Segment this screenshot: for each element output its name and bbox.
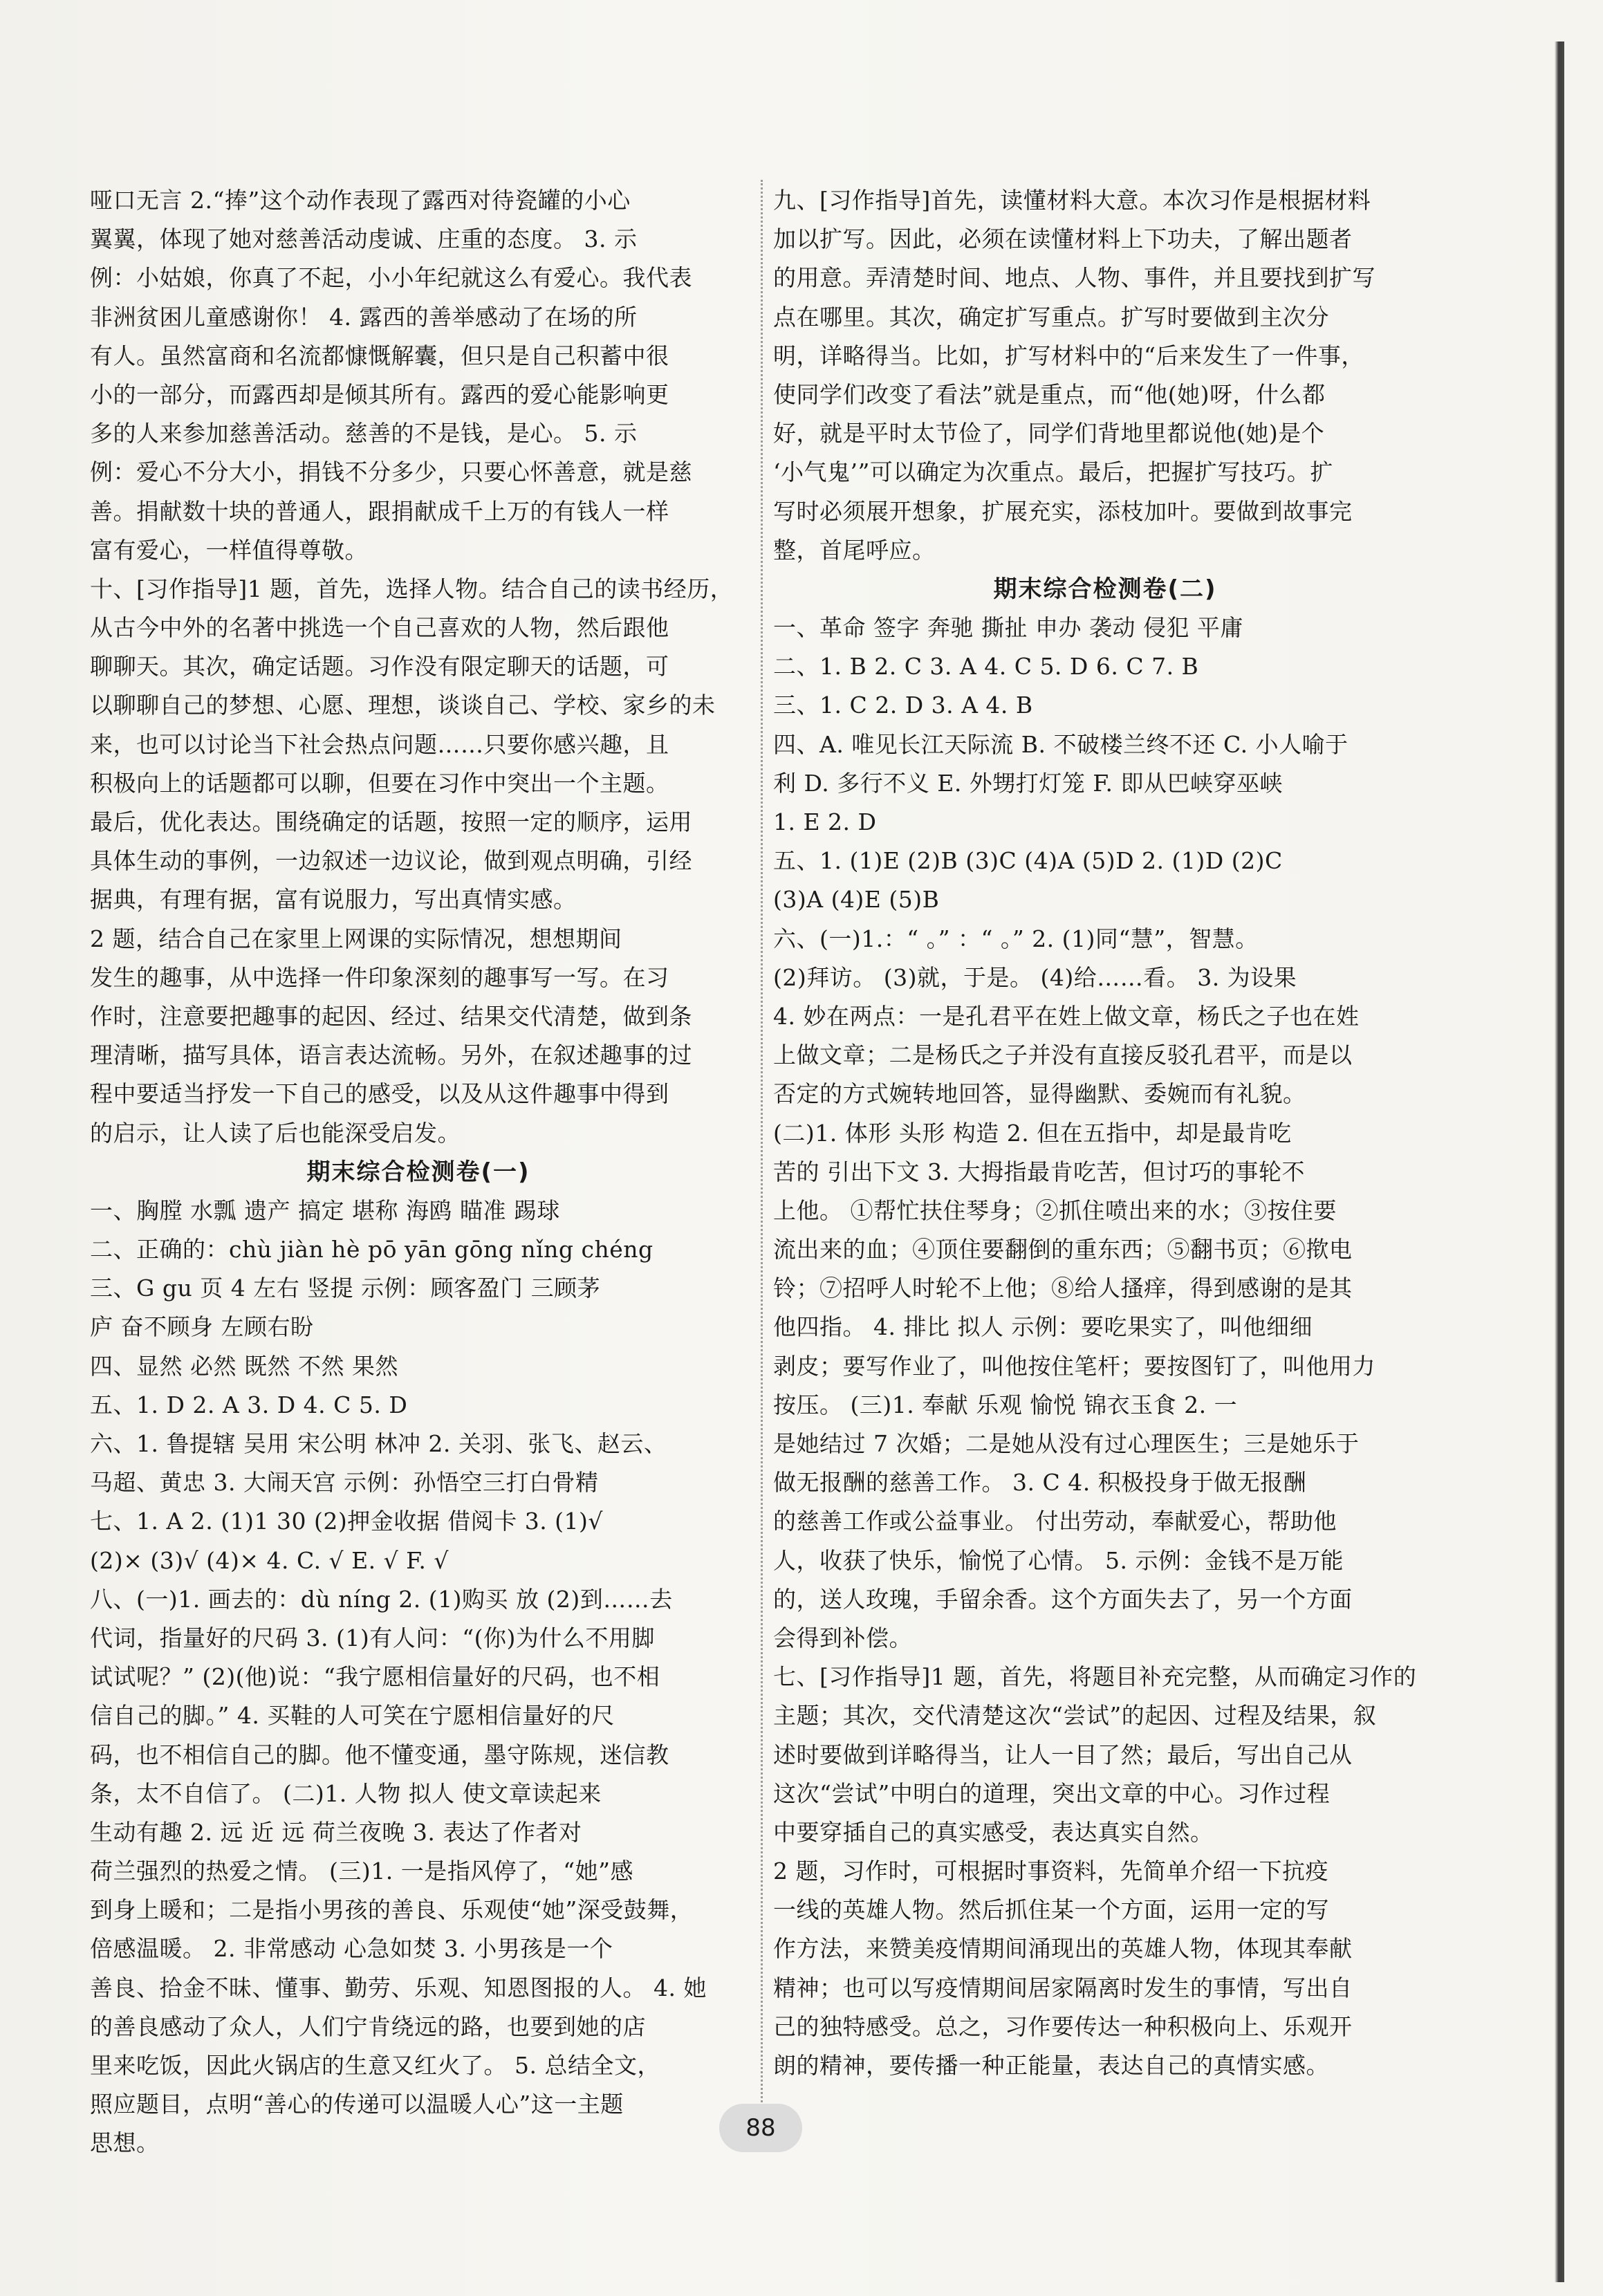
text-line: 二、正确的：chù jiàn hè pō yān gōng nǐng chéng <box>90 1236 654 1263</box>
text-line: 里来吃饭，因此火锅店的生意又红火了。 5. 总结全文， <box>90 2052 660 2079</box>
text-line: 朗的精神，要传播一种正能量，表达自己的真情实感。 <box>773 2052 1329 2079</box>
text-line: 试试呢？” (2)(他)说：“我宁愿相信量好的尺码，也不相 <box>90 1663 660 1691</box>
text-line: 翼翼，体现了她对慈善活动虔诚、庄重的态度。 3. 示 <box>90 225 638 253</box>
text-line: 这次“尝试”中明白的道理，突出文章的中心。习作过程 <box>773 1779 1331 1807</box>
text-line: 会得到补偿。 <box>773 1624 912 1651</box>
section-title: 期末综合检测卷(一) <box>306 1158 530 1186</box>
text-line: 上做文章；二是杨氏之子并没有直接反驳孔君平，而是以 <box>773 1041 1353 1069</box>
text-line: 十、[习作指导]1 题，首先，选择人物。结合自己的读书经历， <box>90 575 734 602</box>
text-line: 最后，优化表达。围绕确定的话题，按照一定的顺序，运用 <box>90 808 692 835</box>
text-line: 积极向上的话题都可以聊，但要在习作中突出一个主题。 <box>90 769 669 797</box>
text-line: 一、胸膛 水瓢 遗产 搞定 堪称 海鸥 瞄准 踢球 <box>90 1196 560 1224</box>
text-line: 是她结过 7 次婚；二是她从没有过心理医生；三是她乐于 <box>773 1430 1360 1457</box>
text-line: 作时，注意要把趣事的起因、经过、结果交代清楚，做到条 <box>90 1002 692 1030</box>
text-line: 按压。 (三)1. 奉献 乐观 愉悦 锦衣玉食 2. 一 <box>773 1391 1238 1418</box>
text-line: 四、A. 唯见长江天际流 B. 不破楼兰终不还 C. 小人喻于 <box>773 730 1349 758</box>
text-line: 2 题，结合自己在家里上网课的实际情况，想想期间 <box>90 925 622 952</box>
text-line: 作方法，来赞美疫情期间涌现出的英雄人物，体现其奉献 <box>773 1935 1353 1963</box>
text-line: 使同学们改变了看法”就是重点，而“他(她)呀，什么都 <box>773 380 1326 408</box>
page-edge-shadow <box>1555 41 1564 2282</box>
text-line: 到身上暖和；二是指小男孩的善良、乐观使“她”深受鼓舞， <box>90 1896 694 1924</box>
text-line: 否定的方式婉转地回答，显得幽默、委婉而有礼貌。 <box>773 1080 1306 1108</box>
text-line: 他四指。 4. 排比 拟人 示例：要吃果实了，叫他细细 <box>773 1313 1313 1341</box>
text-line: 生动有趣 2. 远 近 远 荷兰夜晚 3. 表达了作者对 <box>90 1818 582 1846</box>
text-line: 明，详略得当。比如，扩写材料中的“后来发生了一件事， <box>773 342 1364 369</box>
text-line: 点在哪里。其次，确定扩写重点。扩写时要做到主次分 <box>773 303 1329 331</box>
text-line: 信自己的脚。” 4. 买鞋的人可笑在宁愿相信量好的尺 <box>90 1702 615 1730</box>
text-line: 4. 妙在两点：一是孔君平在姓上做文章，杨氏之子也在姓 <box>773 1002 1360 1030</box>
text-line: 条，太不自信了。 (二)1. 人物 拟人 使文章读起来 <box>90 1779 602 1807</box>
text-line: 述时要做到详略得当，让人一目了然；最后，写出自己从 <box>773 1741 1353 1768</box>
text-line: 发生的趣事，从中选择一件印象深刻的趣事写一写。在习 <box>90 963 669 991</box>
text-line: 好，就是平时太节俭了，同学们背地里都说他(她)是个 <box>773 420 1325 447</box>
text-line: (3)A (4)E (5)B <box>773 886 940 914</box>
text-line: 二、1. B 2. C 3. A 4. C 5. D 6. C 7. B <box>773 653 1199 681</box>
text-line: 思想。 <box>90 2129 160 2157</box>
text-line: (二)1. 体形 头形 构造 2. 但在五指中，却是最肯吃 <box>773 1119 1292 1147</box>
text-line: 五、1. D 2. A 3. D 4. C 5. D <box>90 1391 408 1418</box>
text-line: 富有爱心，一样值得尊敬。 <box>90 536 368 564</box>
text-line: 八、(一)1. 画去的：dù níng 2. (1)购买 放 (2)到……去 <box>90 1585 673 1613</box>
text-line: 多的人来参加慈善活动。慈善的不是钱，是心。 5. 示 <box>90 420 638 447</box>
text-line: 的慈善工作或公益事业。 付出劳动，奉献爱心，帮助他 <box>773 1508 1337 1535</box>
text-line: 人，收获了快乐，愉悦了心情。 5. 示例：金钱不是万能 <box>773 1546 1344 1574</box>
section-title: 期末综合检测卷(二) <box>993 575 1217 603</box>
text-line: 一、革命 签字 奔驰 撕扯 申办 袭动 侵犯 平庸 <box>773 614 1243 642</box>
text-line: 的善良感动了众人，人们宁肯绕远的路，也要到她的店 <box>90 2012 646 2040</box>
text-line: 从古今中外的名著中挑选一个自己喜欢的人物，然后跟他 <box>90 614 669 642</box>
text-line: 做无报酬的慈善工作。 3. C 4. 积极投身于做无报酬 <box>773 1469 1307 1497</box>
text-line: 剥皮；要写作业了，叫他按住笔杆；要按图钉了，叫他用力 <box>773 1352 1375 1380</box>
text-line: 三、1. C 2. D 3. A 4. B <box>773 692 1033 719</box>
text-line: 七、1. A 2. (1)1 30 (2)押金收据 借阅卡 3. (1)√ <box>90 1508 603 1535</box>
text-line: 六、(一)1.：“ 。” ：“ 。” 2. (1)同“慧”，智慧。 <box>773 925 1259 952</box>
text-line: 中要穿插自己的真实感受，表达真实自然。 <box>773 1818 1214 1846</box>
page-number: 88 <box>719 2104 802 2152</box>
text-line: 以聊聊自己的梦想、心愿、理想，谈谈自己、学校、家乡的未 <box>90 692 716 719</box>
text-line: 三、G gu 页 4 左右 竖提 示例：顾客盈门 三顾茅 <box>90 1275 601 1302</box>
text-line: 主题；其次，交代清楚这次“尝试”的起因、过程及结果，叙 <box>773 1702 1377 1730</box>
text-line: 写时必须展开想象，扩展充实，添枝加叶。要做到故事完 <box>773 497 1353 525</box>
text-line: 程中要适当抒发一下自己的感受，以及从这件趣事中得到 <box>90 1080 669 1108</box>
text-line: 善。捐献数十块的普通人，跟捐献成千上万的有钱人一样 <box>90 497 669 525</box>
text-line: 例：爱心不分大小，捐钱不分多少，只要心怀善意，就是慈 <box>90 459 692 486</box>
text-line: 的用意。弄清楚时间、地点、人物、事件，并且要找到扩写 <box>773 264 1375 292</box>
text-line: 加以扩写。因此，必须在读懂材料上下功夫，了解出题者 <box>773 225 1353 253</box>
text-line: 铃；⑦招呼人时轮不上他；⑧给人搔痒，得到感谢的是其 <box>773 1275 1353 1302</box>
text-line: 代词，指量好的尺码 3. (1)有人问：“(你)为什么不用脚 <box>90 1624 655 1651</box>
text-line: (2)× (3)√ (4)× 4. C. √ E. √ F. √ <box>90 1546 449 1574</box>
text-line: 七、[习作指导]1 题，首先，将题目补充完整，从而确定习作的 <box>773 1663 1417 1691</box>
text-line: 倍感温暖。 2. 非常感动 心急如焚 3. 小男孩是一个 <box>90 1935 613 1963</box>
left-column <box>90 181 747 2163</box>
text-line: (2)拜访。 (3)就，于是。 (4)给……看。 3. 为设果 <box>773 963 1297 991</box>
text-line: 2 题，习作时，可根据时事资料，先简单介绍一下抗疫 <box>773 1858 1328 1885</box>
text-line: 一线的英雄人物。然后抓住某一个方面，运用一定的写 <box>773 1896 1329 1924</box>
text-line: 的启示，让人读了后也能深受启发。 <box>90 1119 461 1147</box>
text-line: 庐 奋不顾身 左顾右盼 <box>90 1313 314 1341</box>
text-line: 整，首尾呼应。 <box>773 536 936 564</box>
text-line: 利 D. 多行不义 E. 外甥打灯笼 F. 即从巴峡穿巫峡 <box>773 769 1284 797</box>
text-line: 五、1. (1)E (2)B (3)C (4)A (5)D 2. (1)D (2)C <box>773 847 1283 875</box>
column-divider <box>761 180 763 2123</box>
text-line: 非洲贫困儿童感谢你！ 4. 露西的善举感动了在场的所 <box>90 303 638 331</box>
text-line: 1. E 2. D <box>773 808 877 835</box>
text-line: 来，也可以讨论当下社会热点问题……只要你感兴趣，且 <box>90 730 669 758</box>
text-line: 的，送人玫瑰，手留余香。这个方面失去了，另一个方面 <box>773 1585 1353 1613</box>
text-line: 据典，有理有据，富有说服力，写出真情实感。 <box>90 886 577 914</box>
right-column <box>773 181 1437 2085</box>
text-line: 流出来的血；④顶住要翻倒的重东西；⑤翻书页；⑥揿电 <box>773 1236 1353 1263</box>
text-line: 上他。 ①帮忙扶住琴身；②抓住喷出来的水；③按住要 <box>773 1196 1337 1224</box>
text-line: 己的独特感受。总之，习作要传达一种积极向上、乐观开 <box>773 2012 1353 2040</box>
text-line: 例：小姑娘，你真了不起，小小年纪就这么有爱心。我代表 <box>90 264 692 292</box>
text-line: 精神；也可以写疫情期间居家隔离时发生的事情，写出自 <box>773 1974 1353 2001</box>
text-line: 具体生动的事例，一边叙述一边议论，做到观点明确，引经 <box>90 847 692 875</box>
text-line: 善良、拾金不昧、懂事、勤劳、乐观、知恩图报的人。 4. 她 <box>90 1974 707 2001</box>
text-line: 小的一部分，而露西却是倾其所有。露西的爱心能影响更 <box>90 380 669 408</box>
text-line: 马超、黄忠 3. 大闹天宫 示例：孙悟空三打白骨精 <box>90 1469 599 1497</box>
text-line: 四、显然 必然 既然 不然 果然 <box>90 1352 398 1380</box>
text-line: 理清晰，描写具体，语言表达流畅。另外，在叙述趣事的过 <box>90 1041 692 1069</box>
text-line: 九、[习作指导]首先，读懂材料大意。本次习作是根据材料 <box>773 187 1371 214</box>
text-line: 六、1. 鲁提辖 吴用 宋公明 林冲 2. 关羽、张飞、赵云、 <box>90 1430 667 1457</box>
text-line: 荷兰强烈的热爱之情。 (三)1. 一是指风停了，“她”感 <box>90 1858 633 1885</box>
text-line: 照应题目，点明“善心的传递可以温暖人心”这一主题 <box>90 2091 624 2118</box>
text-line: 哑口无言 2.“捧”这个动作表现了露西对待瓷罐的小心 <box>90 187 631 214</box>
text-line: 码，也不相信自己的脚。他不懂变通，墨守陈规，迷信教 <box>90 1741 669 1768</box>
text-line: 有人。虽然富商和名流都慷慨解囊，但只是自己积蓄中很 <box>90 342 669 369</box>
text-line: 苦的 引出下文 3. 大拇指最肯吃苦，但讨巧的事轮不 <box>773 1158 1305 1185</box>
text-line: ‘小气鬼’”可以确定为次重点。最后，把握扩写技巧。扩 <box>773 459 1333 486</box>
text-line: 聊聊天。其次，确定话题。习作没有限定聊天的话题，可 <box>90 653 669 681</box>
